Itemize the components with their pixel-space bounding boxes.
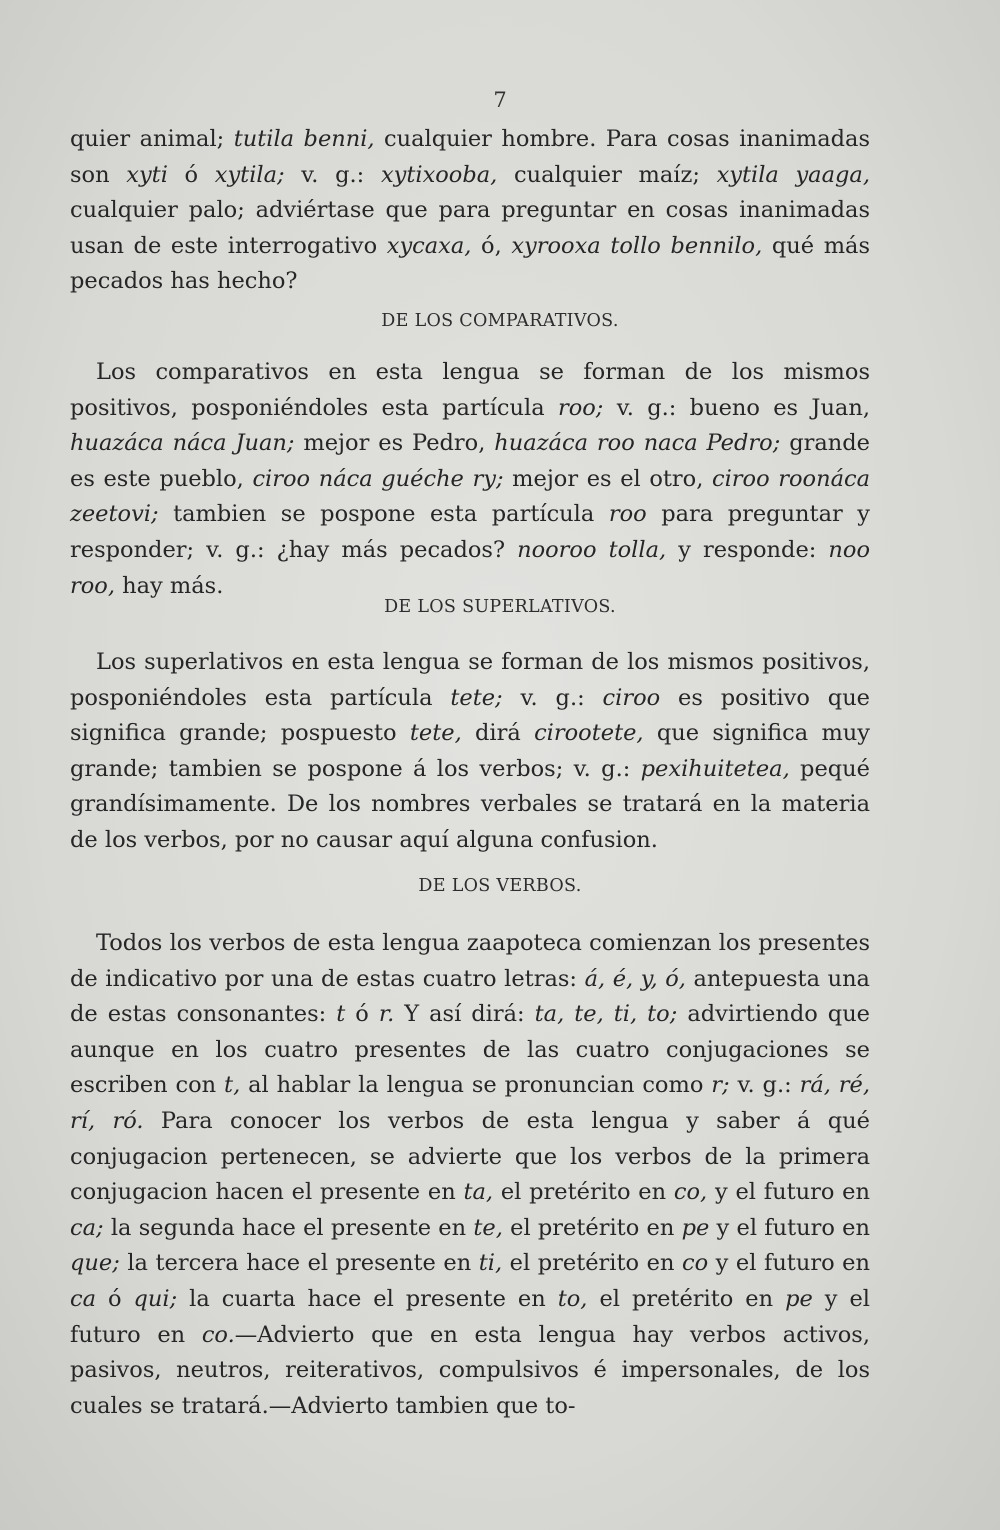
- comparativos-paragraph: [70, 355, 870, 604]
- section-heading-superlativos: DE LOS SUPERLATIVOS.: [384, 597, 616, 617]
- section-heading-verbos: DE LOS VERBOS.: [418, 876, 582, 896]
- paragraph-text: Todos los verbos de esta lengua zaapoteca comienzan los presentes de indicativo por una de estas cuatro letras: á, é, y, ó, antepuesta una de estas consonantes: t ó r. Y así dirá: ta, te, ti, to; advirtiendo que aunque en los cuatro presentes de las cuatro conjugaciones se escriben con t, al hablar la lengua se pronuncian como r; v. g.: rá, ré, rí, ró. Para conocer los verbos de esta lengua y saber á qué conjugacion pertenecen, se advierte que los verbos de la primera conjugacion hacen el presente en ta, el pretérito en co, y el futuro en ca; la segunda hace el presente en te, el pretérito en pe y el futuro en que; la tercera hace el presente en ti, el pretérito en co y el futuro en ca ó qui; la cuarta hace el presente en to, el pretérito en pe y el futuro en co.—Advierto que en esta lengua hay verbos activos, pasivos, neutros, reiterativos, compulsivos é impersonales, de los cuales se tratará.—Advierto tambien que to-: [70, 930, 870, 1419]
- section-heading-comparativos: DE LOS COMPARATIVOS.: [381, 311, 619, 331]
- intro-paragraph: [70, 122, 870, 300]
- paragraph-text: quier animal; tutila benni, cualquier hombre. Para cosas inanimadas son xyti ó xytila; v. g.: xytixooba, cualquier maíz; xytila yaaga, cualquier palo; adviértase que para preguntar en cosas inanimadas usan de este interrogativo xycaxa, ó, xyrooxa tollo bennilo, qué más pecados has hecho?: [70, 126, 870, 295]
- page-number: 7: [493, 88, 507, 112]
- superlativos-paragraph: [70, 645, 870, 859]
- verbos-paragraph: [70, 926, 870, 1424]
- paragraph-text: Los superlativos en esta lengua se forman de los mismos positivos, posponiéndoles esta partícula tete; v. g.: ciroo es positivo que significa grande; pospuesto tete, dirá cirootete, que significa muy grande; tambien se pospone á los verbos; v. g.: pexihuitetea, pequé grandísimamente. De los nombres verbales se tratará en la materia de los verbos, por no causar aquí alguna confusion.: [70, 649, 871, 853]
- paragraph-text: Los comparativos en esta lengua se forman de los mismos positivos, posponiéndoles esta partícula roo; v. g.: bueno es Juan, huazáca náca Juan; mejor es Pedro, huazáca roo naca Pedro; grande es este pueblo, ciroo náca guéche ry; mejor es el otro, ciroo roonáca zeetovi; tambien se pospone esta partícula roo para preguntar y responder; v. g.: ¿hay más pecados? nooroo tolla, y responde: noo roo, hay más.: [70, 359, 871, 599]
